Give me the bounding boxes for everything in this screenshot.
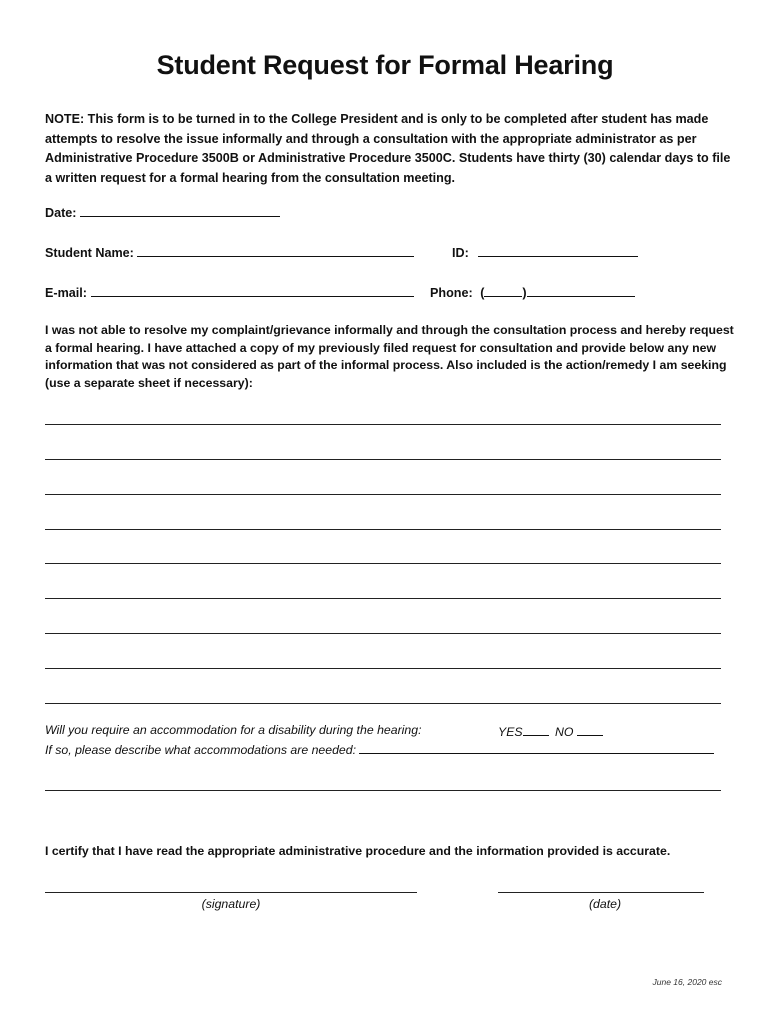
accommodation-extra-line[interactable]: [45, 790, 721, 791]
no-input-line[interactable]: [577, 723, 603, 736]
phone-close-paren: ): [522, 286, 527, 300]
phone-open-paren: (: [480, 286, 485, 300]
yes-label: YES: [498, 725, 523, 739]
response-line-3[interactable]: [45, 494, 721, 495]
yes-input-line[interactable]: [523, 723, 549, 736]
email-input-line[interactable]: [91, 284, 414, 297]
id-label: ID:: [452, 246, 469, 260]
phone-field-row: [430, 284, 635, 300]
phone-label: Phone:: [430, 286, 473, 300]
id-input-line[interactable]: [478, 244, 638, 257]
date-field-row: [45, 204, 280, 220]
response-line-8[interactable]: [45, 668, 721, 669]
note-paragraph: NOTE: This form is to be turned in to the College President and is only to be completed after student has made attempts to resolve the issue informally and through a consultation with the appropriate administrator as per Administrative Procedure 3500B or Administrative Procedure 3500C. Students have thirty (30) calendar days to file a written request for a formal hearing from the consultation meeting.: [45, 112, 731, 185]
no-option: [555, 723, 603, 739]
student-name-field-row: [45, 244, 414, 260]
phone-area-code-line[interactable]: [484, 284, 522, 297]
response-line-6[interactable]: [45, 598, 721, 599]
accommodation-describe-line[interactable]: [359, 741, 714, 754]
response-line-4[interactable]: [45, 529, 721, 530]
response-line-5[interactable]: [45, 563, 721, 564]
response-line-1[interactable]: [45, 424, 721, 425]
signature-label: (signature): [201, 897, 261, 911]
page-title: Student Request for Formal Hearing: [156, 50, 614, 80]
yes-option: [498, 723, 549, 739]
student-name-label: Student Name:: [45, 246, 134, 260]
email-field-row: [45, 284, 414, 300]
date-label: Date:: [45, 206, 77, 220]
accommodation-describe-row: [45, 741, 714, 757]
statement-paragraph: I was not able to resolve my complaint/grievance informally and through the consultation process and hereby request a formal hearing. I have attached a copy of my previously filed request for consultation and provide below any new information that was not considered as part of the informal process. Also included is the action/remedy I am seeking (use a separate sheet if necessary):: [45, 323, 734, 390]
date-input-line[interactable]: [80, 204, 280, 217]
footer-date-stamp: June 16, 2020 esc: [652, 977, 722, 987]
accommodation-describe-label: If so, please describe what accommodations are needed:: [45, 743, 357, 757]
date-signature-line[interactable]: [498, 892, 704, 893]
student-name-input-line[interactable]: [137, 244, 414, 257]
response-line-9[interactable]: [45, 703, 721, 704]
accommodation-question: Will you require an accommodation for a disability during the hearing:: [45, 723, 422, 737]
id-field-row: [452, 244, 638, 260]
date-signature-label: (date): [588, 897, 622, 911]
certification-statement: I certify that I have read the appropriate administrative procedure and the information provided is accurate.: [45, 844, 671, 858]
no-label: NO: [555, 725, 574, 739]
response-line-7[interactable]: [45, 633, 721, 634]
phone-number-line[interactable]: [527, 284, 635, 297]
signature-line[interactable]: [45, 892, 417, 893]
email-label: E-mail:: [45, 286, 87, 300]
response-line-2[interactable]: [45, 459, 721, 460]
